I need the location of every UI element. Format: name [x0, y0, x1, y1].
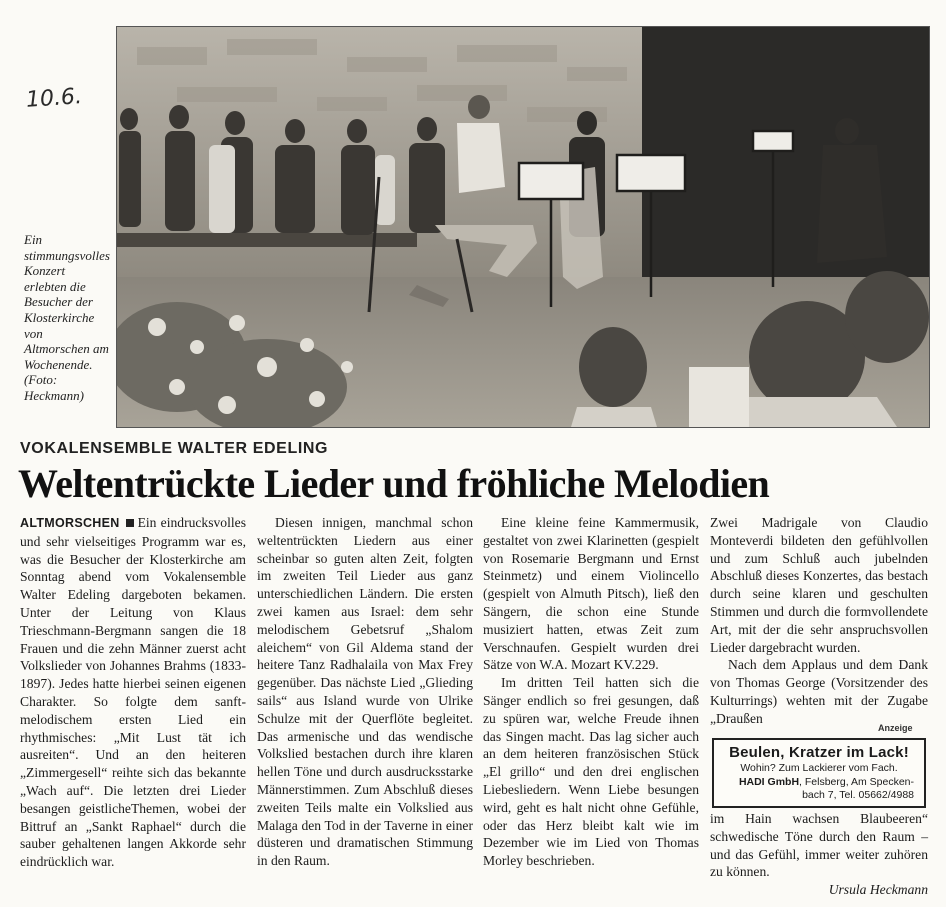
paragraph-text: Ein eindrucksvolles und sehr vielseitiges Programm war es, was die Besucher der Klosterkirche am Sonntag abend vom Vokalensemble Walter Edeling dargeboten bekamen. Unter der Leitung von Klaus Trieschmann-Bergmann sangen die 18 Frauen und die zehn Männer zuerst acht Volkslieder von Johannes Brahms (1833-1897). Jedes hatte hierbei seinen eigenen Charakter. So folgte dem sanft-melodischem ersten Lied ein rhythmisches: „Mit Lust tät ich ausreiten“. Und an den heiteren „Zimmergesell“ reihte sich das bekannte „Wach auf“. Die letzten drei Lieder besangen geistlicheThemen, wobei der Bittruf an „Sankt Raphael“ durch die sauber gehaltenen langen Akkorde sehr eindrücklich war.	[20, 515, 246, 870]
bullet-icon	[126, 519, 134, 527]
handwritten-date-note: 10.6.	[25, 84, 83, 113]
ad-company: HADI GmbH	[738, 776, 800, 788]
ad-title: Beulen, Kratzer im Lack!	[729, 744, 909, 761]
dateline: ALTMORSCHEN	[20, 516, 120, 530]
headline: Weltentrückte Lieder und fröhliche Melodien	[18, 461, 770, 506]
ad-address	[714, 776, 924, 802]
author-byline: Ursula Heckmann	[828, 882, 928, 898]
advertisement	[712, 738, 926, 808]
article-paragraph: Diesen innigen, manchmal schon weltentrückten Liedern aus einer scheinbar so guten alten Zeit, folgten im zweiten Teil Lieder aus ganz unterschiedlichen Ländern. Die ersten zwei kamen aus Israel: dem sehr melodischem Gebetsruf „Shalom aleichem“ von Gil Aldema stand der heitere Tanz Radhalaila von Max Frey gegenüber. Das nächste Lied „Glieding sails“ aus Island wurde von Ulrike Schulze mit der Querflöte begleitet. Das armenische und das wendische Volkslied bestachen durch ihre klaren hellen Töne und durch ausdrucksstarke Männerstimmen. Zum Abschluß dieses zweiten Teils malte ein Volkslied aus Malaga den Tod in der Taverne in einer düsteren und dramatischen Stimmung in den Raum.	[257, 515, 473, 869]
concert-photo-illustration	[117, 27, 929, 427]
ad-subtitle: Wohin? Zum Lackierer vom Fach.	[740, 762, 898, 774]
article-paragraph: Eine kleine feine Kammermusik, gestaltet von zwei Klarinetten (gespielt von Rosemarie Bergmann und Ernst Steinmetz) und einem Violincello (gespielt von Almuth Pitsch), ließ den Sängern, die schon eine Stunde musiziert hatten, etwas Zeit zum Verschnaufen. Gespielt wurden drei Sätze von W.A. Mozart KV.229.	[483, 515, 699, 673]
ad-address-line-2: bach 7, Tel. 05662/4988	[802, 789, 914, 801]
article-paragraph	[20, 514, 246, 871]
article-paragraph: Im dritten Teil hatten sich die Sänger endlich so frei gesungen, daß zu spüren war, welche Freude ihnen das Singen macht. Das lag sicher auch an dem heiteren französischen Stück „El grillo“ und den drei englischen Liebesliedern. Wenn Liebe besungen wird, geht es halt nicht ohne Gefühle, oder das Herz bleibt kalt wie im Dezember wie im Lied von Thomas Morley beschrieben.	[483, 675, 699, 869]
photo-caption	[24, 232, 110, 404]
article-column-3	[483, 514, 699, 870]
ad-address-line-1: , Felsberg, Am Specken-	[799, 776, 914, 788]
kicker: VOKALENSEMBLE WALTER EDELING	[20, 440, 329, 457]
article-paragraph: Zwei Madrigale von Claudio Monteverdi bildeten den gefühlvollen und zum Schluß auch jubelnden Abschluß dieses Konzertes, das bestach durch seine klaren und geschulten Stimmen und durch die formvollendete Art, mit der die sehr anspruchsvollen Lieder dargebracht wurden.	[710, 515, 928, 655]
concert-photo	[116, 26, 930, 428]
article-column-4	[710, 514, 928, 728]
article-column-1	[20, 514, 246, 871]
article-paragraph: im Hain wachsen Blaubeeren“ schwedische Töne durch den Raum – und das Gefühl, immer weiter zuhören zu können.	[710, 811, 928, 880]
article-column-4-continued	[710, 810, 928, 899]
article-paragraph: Nach dem Applaus und dem Dank von Thomas George (Vorsitzender des Kulturrings) wehten mit der Zugabe „Draußen	[710, 657, 928, 726]
article-column-2	[257, 514, 473, 870]
ad-label: Anzeige	[878, 723, 913, 733]
photo-caption-text: Ein stimmungsvolles Konzert erlebten die Besucher der Klosterkirche von Altmorschen am Wochenende. (Foto: Heckmann)	[24, 232, 110, 403]
